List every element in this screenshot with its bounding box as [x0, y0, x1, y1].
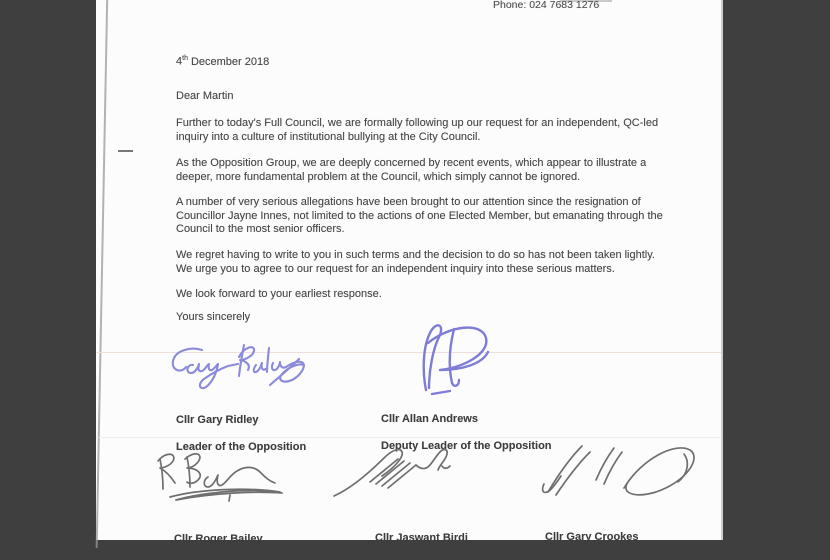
signatory-title: Deputy Leader of the Opposition: [381, 439, 552, 452]
signature-gary-ridley: [166, 337, 308, 401]
body-paragraph-2: As the Opposition Group, we are deeply concerned by recent events, which appear to illustrate a deeper, more fundamental problem at the Council, which simply cannot be ignored.: [176, 157, 647, 183]
date-ordinal: th: [182, 55, 188, 62]
signatory-name: Cllr Jaswant Birdi: [375, 531, 468, 544]
signatory-block-birdi: [375, 518, 468, 559]
signatory-name: Cllr Allan Andrews: [381, 412, 478, 425]
signature-jaswant-birdi: [326, 442, 468, 502]
letterhead-phone: Phone: 024 7683 1276: [493, 0, 600, 11]
signatory-name: Cllr Gary Crookes: [545, 530, 639, 543]
margin-fold-mark: [118, 150, 133, 152]
signature-allan-andrews: [396, 320, 514, 398]
signatory-name: Cllr Gary Ridley: [176, 413, 259, 426]
signature-strokes: [424, 325, 488, 394]
date-day: 4: [176, 55, 183, 68]
signatory-title: Leader of the Opposition: [176, 440, 307, 453]
body-paragraph-3: A number of very serious allegations have been brought to our attention since the resignation of Councillor Jayne Innes, not limited to the actions of one Elected Member, but emanating through the Council to the most senior officers.: [176, 196, 663, 235]
body-paragraph-4: We regret having to write to you in such terms and the decision to do so has not been taken lightly. We urge you to agree to our request for an independent inquiry into these serious matters.: [176, 249, 655, 275]
body-paragraph-5: We look forward to your earliest response.: [176, 288, 382, 300]
signature-strokes: [543, 446, 694, 495]
signatory-block-bailey: [174, 519, 263, 560]
signature-strokes: [334, 450, 450, 496]
signatory-name: Cllr Roger Bailey: [174, 532, 263, 545]
signatory-block-crookes: [545, 517, 639, 558]
body-paragraph-1: Further to today's Full Council, we are formally following up our request for an independent, QC-led inquiry into a culture of institutional bullying at the City Council.: [176, 117, 659, 143]
scan-page-edge: [96, 0, 108, 548]
date-line: [176, 52, 269, 69]
letter-page: [96, 0, 723, 545]
closing-valediction: Yours sincerely: [176, 311, 251, 323]
signature-gary-crookes: [534, 434, 702, 508]
signature-roger-bailey: [150, 446, 302, 512]
salutation: Dear Martin: [176, 90, 234, 102]
signature-strokes: [173, 345, 304, 388]
date-rest: December 2018: [190, 55, 270, 68]
signature-strokes: [158, 454, 282, 501]
